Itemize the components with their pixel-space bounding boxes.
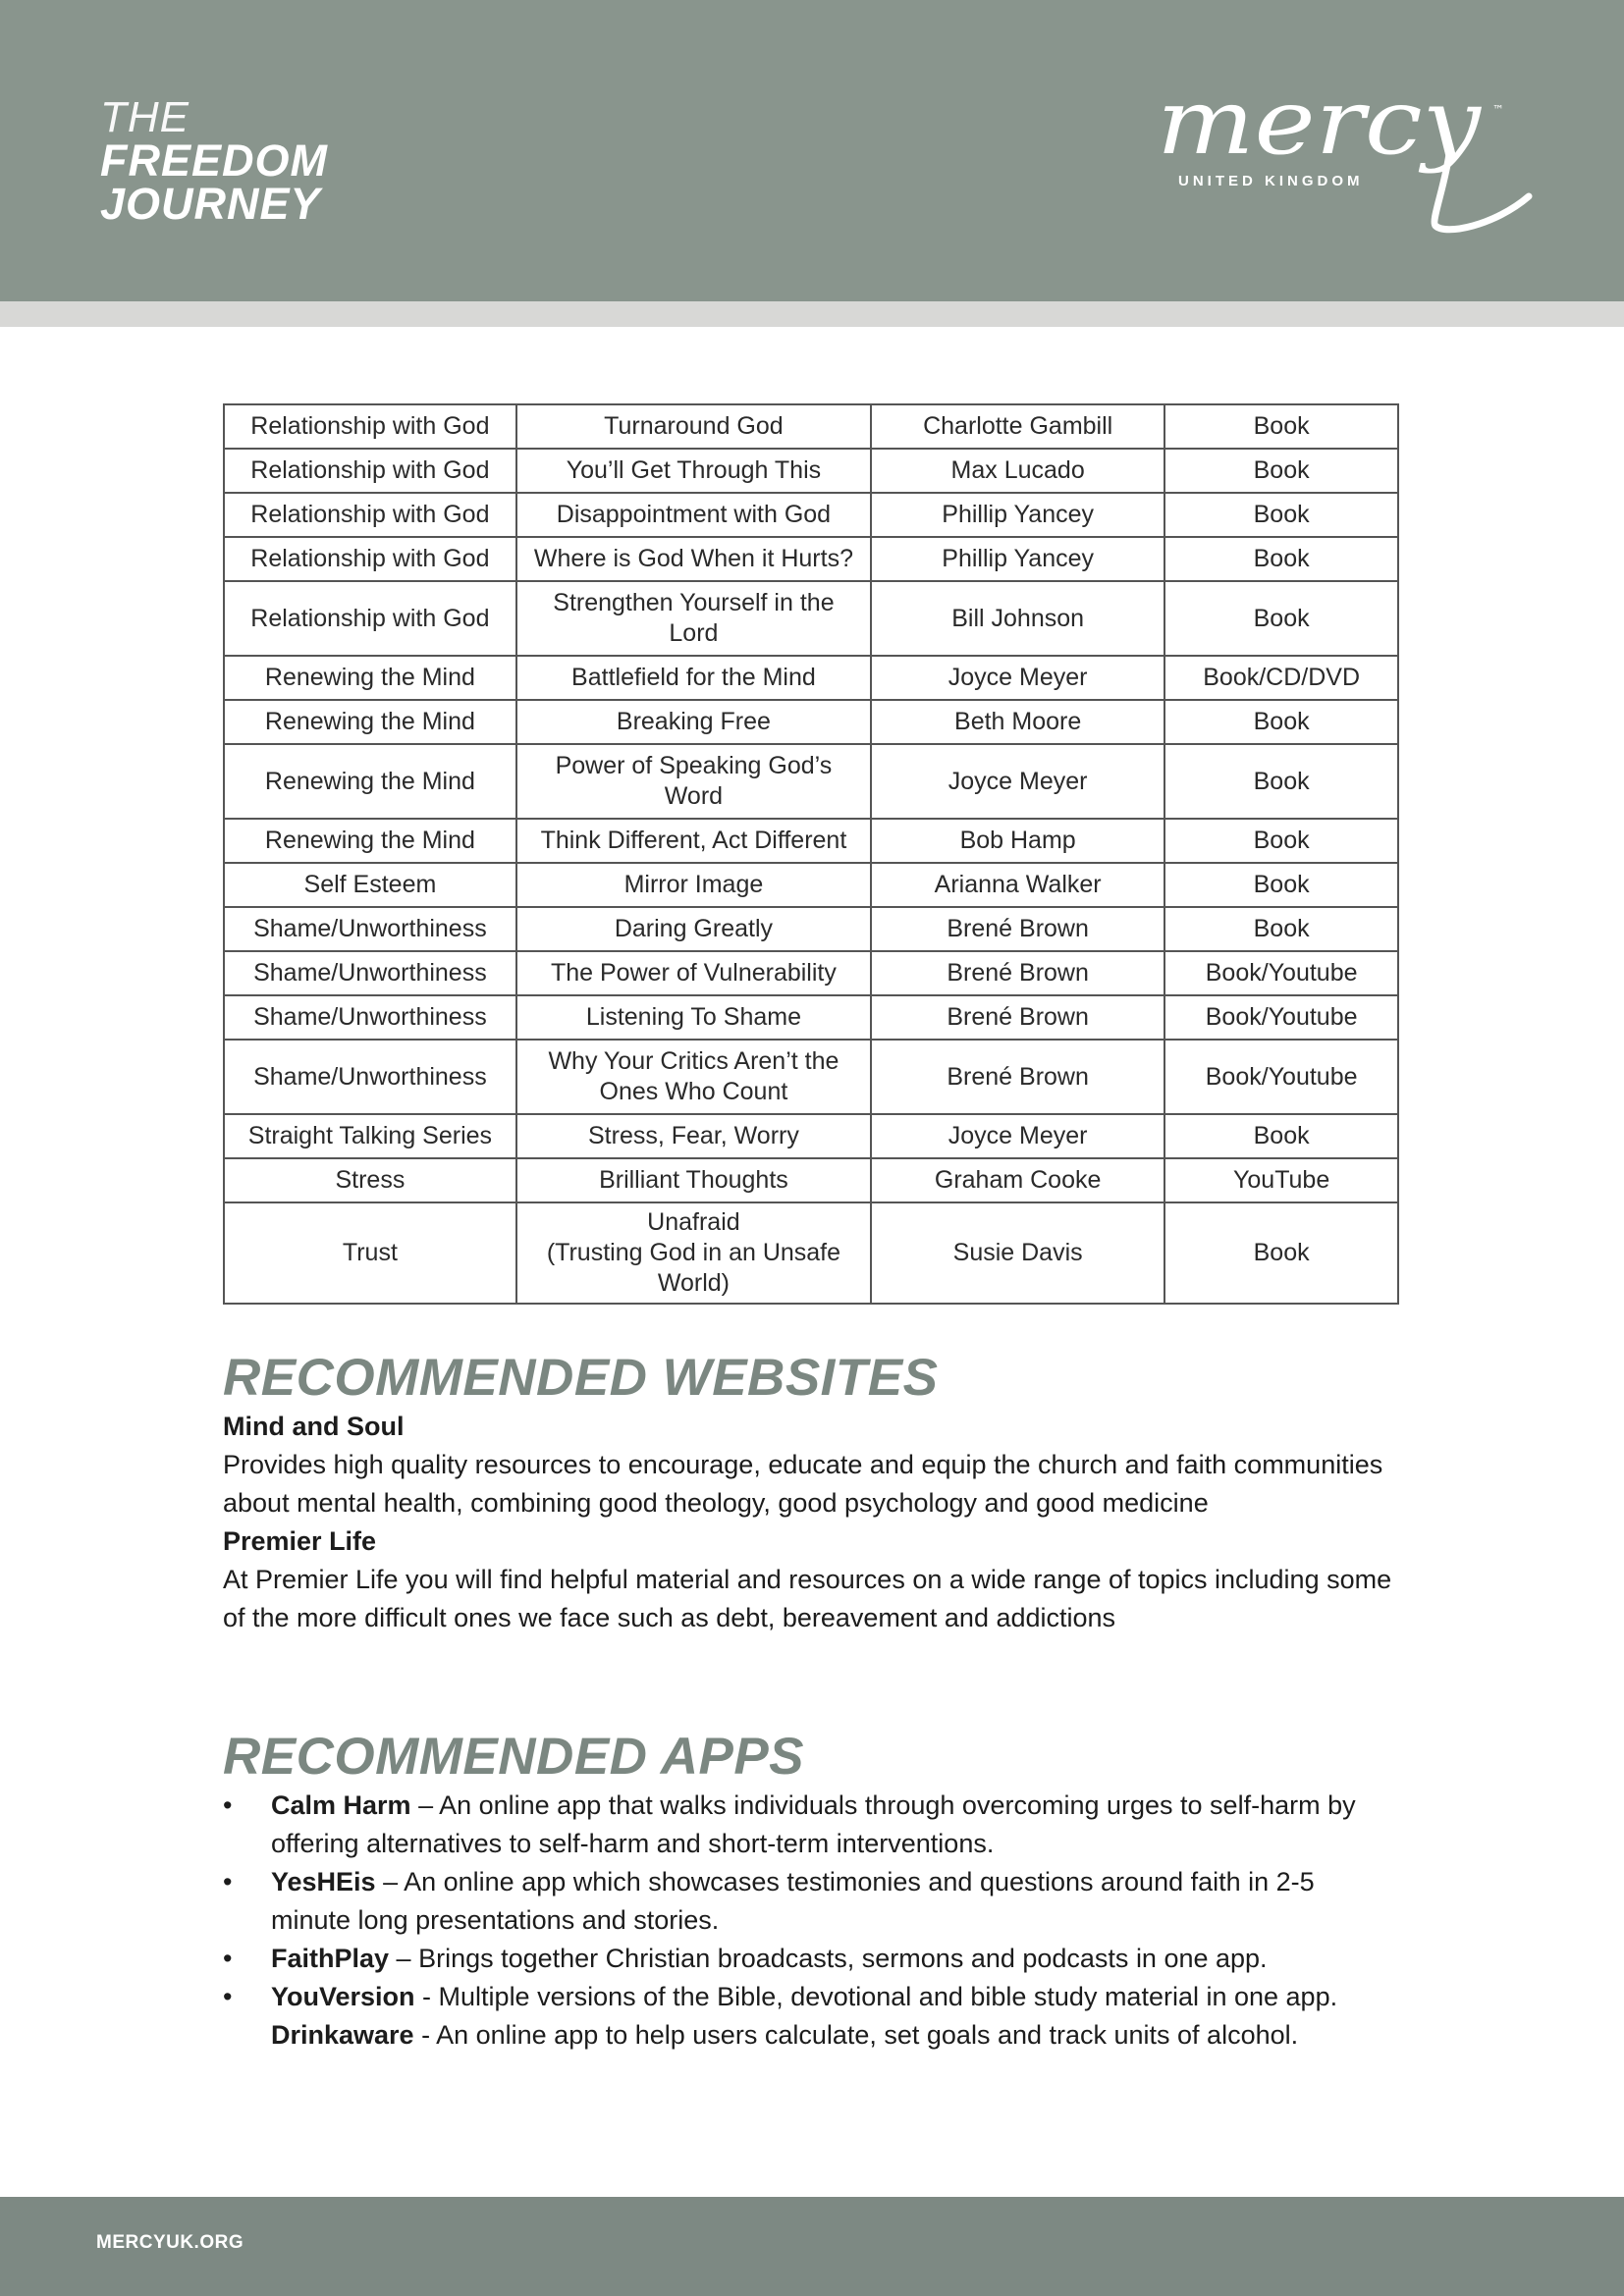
bullet-icon: • [223, 1867, 233, 1896]
title-cell: Disappointment with God [516, 493, 871, 537]
app-name: Drinkaware [271, 2020, 414, 2050]
app-description: - Multiple versions of the Bible, devotional and bible study material in one app. [414, 1982, 1338, 2011]
format-cell: Book [1164, 581, 1398, 656]
title-cell: The Power of Vulnerability [516, 951, 871, 995]
program-title [100, 93, 328, 229]
mercy-logo [1151, 88, 1534, 236]
app-description: – An online app which showcases testimonies and questions around faith in 2-5 minute long presentations and stories. [271, 1867, 1315, 1935]
logo-subtitle: UNITED KINGDOM [1178, 173, 1364, 189]
list-item [223, 1787, 1401, 1863]
format-cell: Book [1164, 700, 1398, 744]
format-cell: YouTube [1164, 1158, 1398, 1202]
title-cell [516, 1202, 871, 1304]
format-cell: Book [1164, 449, 1398, 493]
title-cell: Turnaround God [516, 404, 871, 449]
author-cell: Joyce Meyer [871, 744, 1164, 819]
resources-table [223, 403, 1399, 1305]
topic-cell: Renewing the Mind [224, 700, 516, 744]
format-cell: Book [1164, 819, 1398, 863]
title-cell: You’ll Get Through This [516, 449, 871, 493]
table-row [224, 404, 1398, 449]
website-description: Provides high quality resources to encourage, educate and equip the church and faith communities about mental health, combining good theology, good psychology and good medicine [223, 1450, 1383, 1518]
format-cell: Book [1164, 744, 1398, 819]
author-cell: Bob Hamp [871, 819, 1164, 863]
page-footer [0, 2197, 1624, 2296]
title-cell: Brilliant Thoughts [516, 1158, 871, 1202]
format-cell: Book [1164, 537, 1398, 581]
list-item [223, 1863, 1401, 1940]
logo-trademark: ™ [1492, 103, 1504, 117]
table-row [224, 1202, 1398, 1304]
title-cell: Power of Speaking God’s Word [516, 744, 871, 819]
topic-cell: Shame/Unworthiness [224, 907, 516, 951]
app-description: – An online app that walks individuals through overcoming urges to self-harm by offering alternatives to self-harm and short-term interventions. [271, 1790, 1356, 1858]
author-cell: Phillip Yancey [871, 537, 1164, 581]
title-cell: Mirror Image [516, 863, 871, 907]
app-description: – Brings together Christian broadcasts, sermons and podcasts in one app. [389, 1944, 1268, 1973]
title-cell: Breaking Free [516, 700, 871, 744]
title-cell: Strengthen Yourself in the Lord [516, 581, 871, 656]
table-row [224, 863, 1398, 907]
app-name: YesHEis [271, 1867, 376, 1896]
topic-cell: Renewing the Mind [224, 744, 516, 819]
topic-cell: Renewing the Mind [224, 656, 516, 700]
topic-cell: Shame/Unworthiness [224, 1040, 516, 1114]
format-cell: Book/CD/DVD [1164, 656, 1398, 700]
topic-cell: Relationship with God [224, 581, 516, 656]
topic-cell: Relationship with God [224, 404, 516, 449]
author-cell: Bill Johnson [871, 581, 1164, 656]
title-cell: Where is God When it Hurts? [516, 537, 871, 581]
table-row [224, 951, 1398, 995]
website-name: Mind and Soul [223, 1412, 405, 1441]
author-cell: Susie Davis [871, 1202, 1164, 1304]
header-divider-strip [0, 301, 1624, 327]
author-cell: Joyce Meyer [871, 656, 1164, 700]
title-cell: Stress, Fear, Worry [516, 1114, 871, 1158]
page-header [0, 0, 1624, 301]
bullet-icon: • [223, 1982, 233, 2011]
format-cell: Book/Youtube [1164, 951, 1398, 995]
table-row [224, 1040, 1398, 1114]
table-row [224, 656, 1398, 700]
author-cell: Graham Cooke [871, 1158, 1164, 1202]
table-row [224, 581, 1398, 656]
logo-wordmark: mercy [1157, 88, 1483, 175]
bullet-icon: • [223, 1944, 233, 1973]
apps-section [223, 1728, 1401, 2055]
logo-swash [1435, 147, 1529, 230]
websites-section [223, 1349, 1401, 1637]
app-description: - An online app to help users calculate, set goals and track units of alcohol. [413, 2020, 1299, 2050]
format-cell: Book [1164, 1114, 1398, 1158]
table-row [224, 995, 1398, 1040]
format-cell: Book/Youtube [1164, 1040, 1398, 1114]
title-cell: Daring Greatly [516, 907, 871, 951]
author-cell: Brené Brown [871, 907, 1164, 951]
program-title-line-2: FREEDOM [100, 135, 328, 186]
format-cell: Book/Youtube [1164, 995, 1398, 1040]
table-row [224, 819, 1398, 863]
author-cell: Charlotte Gambill [871, 404, 1164, 449]
table-row [224, 1114, 1398, 1158]
list-item [223, 1940, 1401, 1978]
topic-cell: Relationship with God [224, 537, 516, 581]
bullet-icon: • [223, 1790, 233, 1820]
author-cell: Beth Moore [871, 700, 1164, 744]
author-cell: Brené Brown [871, 995, 1164, 1040]
topic-cell: Self Esteem [224, 863, 516, 907]
topic-cell: Shame/Unworthiness [224, 951, 516, 995]
apps-heading: RECOMMENDED APPS [223, 1728, 805, 1786]
title-line: Unafraid [647, 1208, 740, 1236]
author-cell: Brené Brown [871, 951, 1164, 995]
list-item [223, 2016, 1401, 2055]
title-cell: Think Different, Act Different [516, 819, 871, 863]
program-title-line-1: THE [100, 93, 189, 141]
format-cell: Book [1164, 404, 1398, 449]
title-line: (Trusting God in an Unsafe World) [546, 1239, 841, 1297]
title-cell: Why Your Critics Aren’t the Ones Who Count [516, 1040, 871, 1114]
author-cell: Joyce Meyer [871, 1114, 1164, 1158]
format-cell: Book [1164, 1202, 1398, 1304]
apps-list [223, 1787, 1401, 2055]
title-cell: Listening To Shame [516, 995, 871, 1040]
footer-website-link[interactable]: MERCYUK.ORG [96, 2232, 244, 2253]
author-cell: Phillip Yancey [871, 493, 1164, 537]
website-description: At Premier Life you will find helpful material and resources on a wide range of topics including some of the more difficult ones we face such as debt, bereavement and addictions [223, 1565, 1392, 1632]
author-cell: Arianna Walker [871, 863, 1164, 907]
table-row [224, 700, 1398, 744]
website-name: Premier Life [223, 1526, 377, 1556]
topic-cell: Renewing the Mind [224, 819, 516, 863]
author-cell: Max Lucado [871, 449, 1164, 493]
format-cell: Book [1164, 493, 1398, 537]
list-item [223, 1978, 1401, 2016]
table-row [224, 1158, 1398, 1202]
topic-cell: Trust [224, 1202, 516, 1304]
table-row [224, 449, 1398, 493]
topic-cell: Relationship with God [224, 449, 516, 493]
table-row [224, 907, 1398, 951]
topic-cell: Straight Talking Series [224, 1114, 516, 1158]
topic-cell: Stress [224, 1158, 516, 1202]
table-row [224, 744, 1398, 819]
table-row [224, 537, 1398, 581]
program-title-line-3: JOURNEY [100, 179, 321, 229]
topic-cell: Relationship with God [224, 493, 516, 537]
topic-cell: Shame/Unworthiness [224, 995, 516, 1040]
app-name: YouVersion [271, 1982, 415, 2011]
table-row [224, 493, 1398, 537]
websites-heading: RECOMMENDED WEBSITES [223, 1349, 939, 1407]
title-cell: Battlefield for the Mind [516, 656, 871, 700]
app-name: FaithPlay [271, 1944, 390, 1973]
app-name: Calm Harm [271, 1790, 411, 1820]
format-cell: Book [1164, 863, 1398, 907]
author-cell: Brené Brown [871, 1040, 1164, 1114]
format-cell: Book [1164, 907, 1398, 951]
